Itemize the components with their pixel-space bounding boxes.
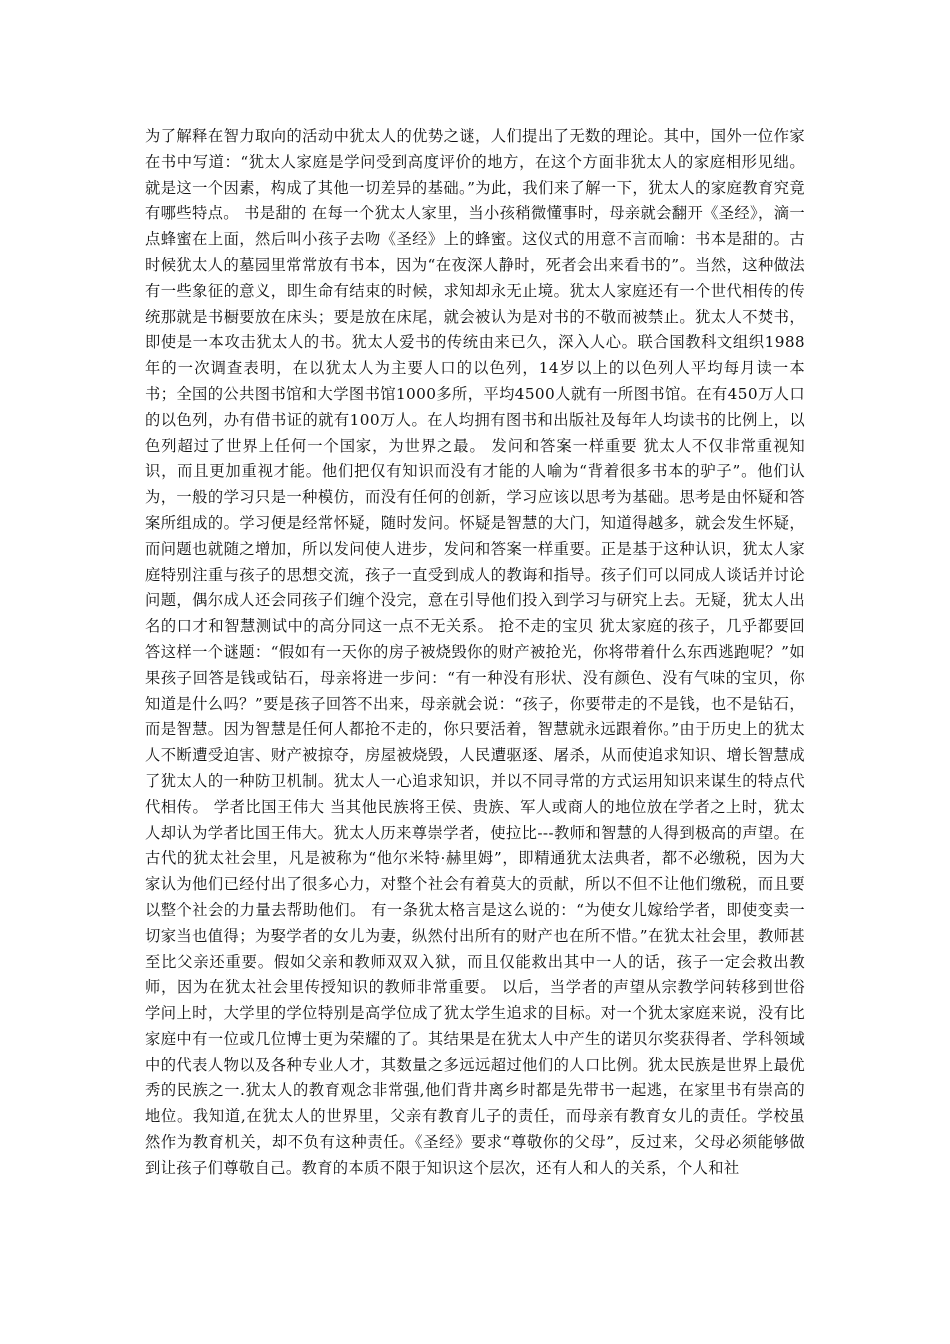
body-text: 为了解释在智力取向的活动中犹太人的优势之谜，人们提出了无数的理论。其中，国外一位作家在书中写道：“犹太人家庭是学问受到高度评价的地方，在这个方面非犹太人的家庭相形见绌。就是这一个因素，构成了其他一切差异的基础。”为此，我们来了解一下，犹太人的家庭教育究竟有哪些特点。 书是甜的 在每一个犹太人家里，当小孩稍微懂事时，母亲就会翻开《圣经》，滴一点蜂蜜在上面，然后叫小孩子去吻《圣经》上的蜂蜜。这仪式的用意不言而喻：书本是甜的。古时候犹太人的墓园里常常放有书本，因为“在夜深人静时，死者会出来看书的”。当然，这种做法有一些象征的意义，即生命有结束的时候，求知却永无止境。犹太人家庭还有一个世代相传的传统那就是书橱要放在床头；要是放在床尾，就会被认为是对书的不敬而被禁止。犹太人不焚书，即使是一本攻击犹太人的书。犹太人爱书的传统由来已久，深入人心。联合国教科文组织1988年的一次调查表明，在以犹太人为主要人口的以色列，14岁以上的以色列人平均每月读一本书；全国的公共图书馆和大学图书馆1000多所，平均4500人就有一所图书馆。在有450万人口的以色列，办有借书证的就有100万人。在人均拥有图书和出版社及每年人均读书的比例上，以色列超过了世界上任何一个国家，为世界之最。 发问和答案一样重要 犹太人不仅非常重视知识，而且更加重视才能。他们把仅有知识而没有才能的人喻为“背着很多书本的驴子”。他们认为，一般的学习只是一种模仿，而没有任何的创新，学习应该以思考为基础。思考是由怀疑和答案所组成的。学习便是经常怀疑，随时发问。怀疑是智慧的大门，知道得越多，就会发生怀疑，而问题也就随之增加，所以发问使人进步，发问和答案一样重要。正是基于这种认识，犹太人家庭特别注重与孩子的思想交流，孩子一直受到成人的教诲和指导。孩子们可以同成人谈话并讨论问题，偶尔成人还会同孩子们缠个没完，意在引导他们投入到学习与研究上去。无疑，犹太人出名的口才和智慧测试中的高分同这一点不无关系。 抢不走的宝贝 犹太家庭的孩子，几乎都要回答这样一个谜题：“假如有一天你的房子被烧毁你的财产被抢光，你将带着什么东西逃跑呢？”如果孩子回答是钱或钻石，母亲将进一步问：“有一种没有形状、没有颜色、没有气味的宝贝，你知道是什么吗？”要是孩子回答不出来，母亲就会说：“孩子，你要带走的不是钱，也不是钻石，而是智慧。因为智慧是任何人都抢不走的，你只要活着，智慧就永远跟着你。”由于历史上的犹太人不断遭受迫害、财产被掠夺，房屋被烧毁，人民遭驱逐、屠杀，从而使追求知识、增长智慧成了犹太人的一种防卫机制。犹太人一心追求知识，并以不同寻常的方式运用知识来谋生的特点代代相传。 学者比国王伟大 当其他民族将王侯、贵族、军人或商人的地位放在学者之上时，犹太人却认为学者比国王伟大。犹太人历来尊崇学者，使拉比---教师和智慧的人得到极高的声望。在古代的犹太社会里，凡是被称为“他尔米特·赫里姆”，即精通犹太法典者，都不必缴税，因为大家认为他们已经付出了很多心力，对整个社会有着莫大的贡献，所以不但不让他们缴税，而且要以整个社会的力量去帮助他们。 有一条犹太格言是这么说的：“为使女儿嫁给学者，即使变卖一切家当也值得；为娶学者的女儿为妻，纵然付出所有的财产也在所不惜。”在犹太社会里，教师甚至比父亲还重要。假如父亲和教师双双入狱，而且仅能救出其中一人的话，孩子一定会救出教师，因为在犹太社会里传授知识的教师非常重要。 以后，当学者的声望从宗教学问转移到世俗学问上时，大学里的学位特别是高学位成了犹太学生追求的目标。对一个犹太家庭来说，没有比家庭中有一位或几位博士更为荣耀的了。其结果是在犹太人中产生的诺贝尔奖获得者、学科领域中的代表人物以及各种专业人才，其数量之多远远超过他们的人口比例。犹太民族是世界上最优秀的民族之一.犹太人的教育观念非常强,他们背井离乡时都是先带书一起逃，在家里书有崇高的地位。我知道,在犹太人的世界里，父亲有教育儿子的责任，而母亲有教育女儿的责任。学校虽然作为教育机关，却不负有这种责任。《圣经》要求“尊敬你的父母”，反过来，父母必须能够做到让孩子们尊敬自己。教育的本质不限于知识这个层次，还有人和人的关系，个人和社 bbox=[145, 127, 805, 1177]
